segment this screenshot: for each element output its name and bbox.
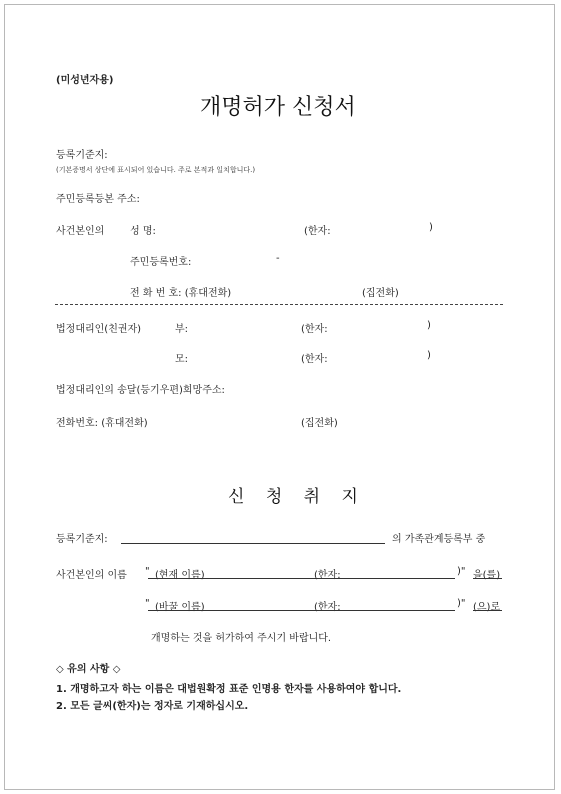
registry-underline (121, 543, 385, 544)
registry-note: (기본증명서 상단에 표시되어 있습니다. 주로 본적과 일치합니다.) (56, 166, 256, 174)
notes-heading: ◇ 유의 사항 ◇ (56, 664, 121, 675)
phone-label: 전 화 번 호: (휴대전화) (130, 288, 232, 299)
particle-eul-underline (473, 578, 502, 579)
mother-hanja-label: (한자: (301, 354, 328, 365)
form-subtitle: (미성년자용) (56, 75, 114, 86)
current-name-placeholder: (현재 이름) (155, 570, 205, 581)
name-hanja-label: (한자: (304, 226, 331, 237)
person-name-label: 사건본인의 이름 (56, 570, 127, 581)
request-sentence: 개명하는 것을 허가하여 주시기 바랍니다. (151, 633, 332, 644)
particle-eul: 을(를) (473, 570, 501, 581)
guardian-home-phone-label: (집전화) (301, 418, 338, 429)
guardian-label: 법정대리인(친권자) (56, 324, 142, 335)
current-name-close: )" (457, 566, 466, 577)
new-name-hanja-label: (한자: (314, 602, 341, 613)
current-name-hanja-label: (한자: (314, 570, 341, 581)
home-phone-label: (집전화) (362, 288, 399, 299)
particle-euro-underline (473, 610, 502, 611)
father-hanja-label: (한자: (301, 324, 328, 335)
current-name-underline (148, 578, 455, 579)
mother-hanja-close: ) (427, 350, 431, 361)
rrn-dash: - (276, 253, 280, 264)
name-label: 성 명: (130, 226, 156, 237)
father-hanja-close: ) (427, 320, 431, 331)
address-label: 주민등록등본 주소: (56, 194, 140, 205)
family-register-text: 의 가족관계등록부 중 (392, 534, 486, 545)
page-title: 개명허가 신청서 (200, 95, 356, 120)
current-name-open-quote: " (145, 566, 150, 577)
father-label: 부: (175, 324, 189, 335)
registry-label: 등록기준지: (56, 150, 108, 161)
new-name-close: )" (457, 598, 466, 609)
person-label: 사건본인의 (56, 226, 105, 237)
purpose-heading: 신 청 취 지 (228, 487, 366, 507)
rrn-label: 주민등록번호: (130, 257, 192, 268)
new-name-placeholder: (바꿀 이름) (155, 602, 205, 613)
mother-label: 모: (175, 354, 189, 365)
particle-euro: (으)로 (473, 602, 501, 613)
new-name-open-quote: " (145, 598, 150, 609)
name-hanja-close: ) (429, 222, 433, 233)
guardian-phone-label: 전화번호: (휴대전화) (56, 418, 148, 429)
section-divider (55, 304, 503, 305)
new-name-underline (148, 610, 455, 611)
note-item-1: 1. 개명하고자 하는 이름은 대법원확정 표준 인명용 한자를 사용하여야 합니다. (56, 684, 402, 695)
purpose-registry-label: 등록기준지: (56, 534, 108, 545)
guardian-address-label: 법정대리인의 송달(등기우편)희망주소: (56, 385, 225, 396)
note-item-2: 2. 모든 글씨(한자)는 정자로 기재하십시오. (56, 701, 249, 712)
